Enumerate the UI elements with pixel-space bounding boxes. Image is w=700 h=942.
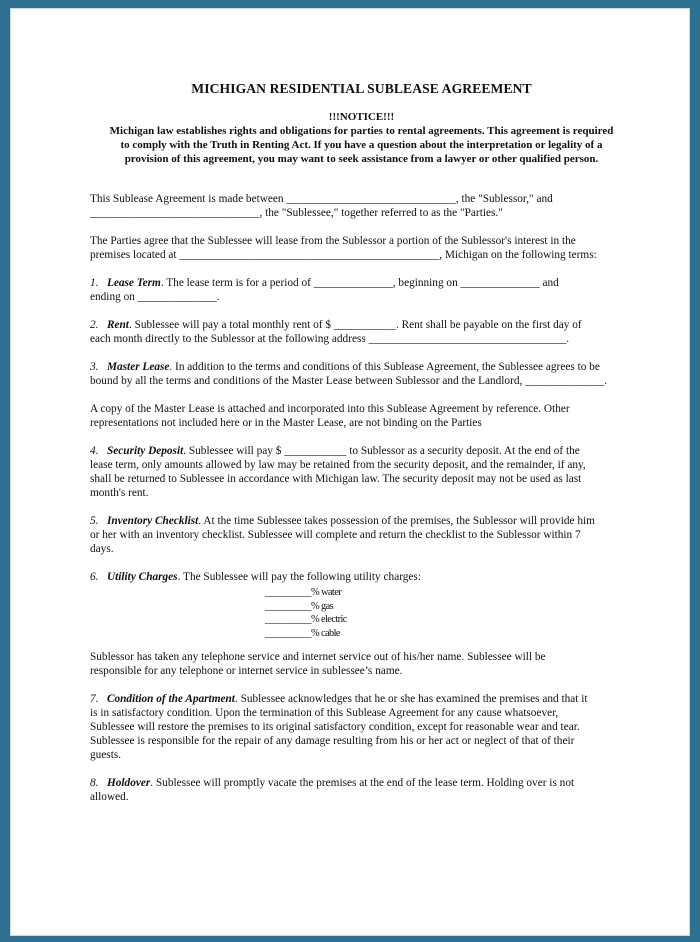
section-number: 4.: [90, 445, 99, 457]
document-page: [10, 8, 690, 936]
notice-line: Michigan law establishes rights and obligations for parties to rental agreements. This agreement is required: [109, 125, 614, 137]
utility-item-water: __________% water: [265, 587, 342, 598]
telephone-paragraph: [90, 650, 633, 678]
section-heading: Rent: [106, 319, 129, 331]
section-security-deposit: [90, 444, 633, 500]
section-line: guests.: [90, 749, 122, 761]
section-heading: Condition of the Apartment: [106, 693, 235, 705]
section-line: Sublessee will restore the premises to its original satisfactory condition, except for reasonable wear and tear.: [90, 721, 580, 733]
section-line: each month directly to the Sublessor at the following address ___________________________________.: [90, 333, 570, 345]
section-heading: Master Lease: [106, 361, 170, 373]
notice-text: [90, 124, 633, 166]
master-lease-copy-paragraph: [90, 402, 633, 430]
section-line: . Sublessee will pay a total monthly rent of $ ___________. Rent shall be payable on the first day of: [128, 319, 582, 331]
utility-item-cable: __________% cable: [265, 627, 340, 639]
section-line: . At the time Sublessee takes possession of the premises, the Sublessor will provide him: [198, 515, 595, 527]
section-line: ending on ______________.: [90, 291, 220, 303]
parties-line: The Parties agree that the Sublessee will lease from the Sublessor a portion of the Sublessor's interest in the: [90, 235, 576, 247]
utility-item-gas: __________% gas: [265, 600, 334, 612]
section-line: bound by all the terms and conditions of the Master Lease between Sublessor and the Landlord, ______________.: [90, 375, 608, 387]
intro-line: This Sublease Agreement is made between ______________________________, the "Sublessor," and: [90, 193, 553, 205]
section-heading: Security Deposit: [106, 445, 184, 457]
document-content: [90, 82, 633, 818]
section-number: 2.: [90, 319, 99, 331]
section-number: 7.: [90, 693, 99, 705]
section-line: Sublessee is responsible for the repair of any damage resulting from his or her act or neglect of that of their: [90, 735, 575, 747]
section-number: 3.: [90, 361, 99, 373]
section-line: . The lease term is for a period of ______________, beginning on ______________ and: [160, 277, 559, 289]
section-line: . Sublessee acknowledges that he or she has examined the premises and that it: [234, 693, 588, 705]
paragraph-line: A copy of the Master Lease is attached and incorporated into this Sublease Agreement by reference. Other: [90, 403, 570, 415]
paragraph-line: representations not included here or in the Master Lease, are not binding on the Parties: [90, 417, 482, 429]
section-line: . Sublessee will pay $ ___________ to Sublessor as a security deposit. At the end of the: [183, 445, 580, 457]
section-line: . Sublessee will promptly vacate the premises at the end of the lease term. Holding over is not: [150, 777, 575, 789]
utility-list: [265, 586, 633, 640]
section-condition: [90, 692, 633, 762]
intro-paragraph: [90, 192, 633, 220]
section-lease-term: [90, 276, 633, 304]
section-line: month's rent.: [90, 487, 149, 499]
section-heading: Holdover: [106, 777, 151, 789]
section-inventory-checklist: [90, 514, 633, 556]
section-master-lease: [90, 360, 633, 388]
section-line: or her with an inventory checklist. Sublessee will complete and return the checklist to the Sublessor within 7: [90, 529, 581, 541]
section-rent: [90, 318, 633, 346]
section-utility-charges: [90, 570, 633, 584]
section-number: 1.: [90, 277, 99, 289]
section-holdover: [90, 776, 633, 804]
document-title: MICHIGAN RESIDENTIAL SUBLEASE AGREEMENT: [191, 81, 532, 96]
section-line: lease term, only amounts allowed by law may be retained from the security deposit, and the remainder, if any,: [90, 459, 586, 471]
section-heading: Inventory Checklist: [106, 515, 199, 527]
paragraph-line: Sublessor has taken any telephone service and internet service out of his/her name. Sublessee will be: [90, 651, 546, 663]
section-number: 5.: [90, 515, 99, 527]
intro-line: ______________________________, the "Sublessee," together referred to as the "Parties.": [90, 207, 503, 219]
section-number: 6.: [90, 571, 99, 583]
section-heading: Utility Charges: [106, 571, 178, 583]
section-line: shall be returned to Sublessee in accordance with Michigan law. The security deposit may not be used as last: [90, 473, 582, 485]
section-line: is in satisfactory condition. Upon the termination of this Sublease Agreement for any cause whatsoever,: [90, 707, 559, 719]
paragraph-line: responsible for any telephone or internet service in sublessee’s name.: [90, 665, 403, 677]
notice-line: provision of this agreement, you may want to seek assistance from a lawyer or other qualified person.: [124, 153, 599, 165]
section-line: days.: [90, 543, 114, 555]
section-line: allowed.: [90, 791, 129, 803]
notice-line: to comply with the Truth in Renting Act. If you have a question about the interpretation or legality of a: [120, 139, 603, 151]
notice-title: !!!NOTICE!!!: [328, 111, 395, 123]
section-line: . The Sublessee will pay the following utility charges:: [177, 571, 421, 583]
parties-paragraph: [90, 234, 633, 262]
utility-item-electric: __________% electric: [265, 614, 347, 625]
parties-line: premises located at ______________________________________________, Michigan on the following terms:: [90, 249, 597, 261]
section-number: 8.: [90, 777, 99, 789]
section-heading: Lease Term: [106, 277, 161, 289]
section-line: . In addition to the terms and conditions of this Sublease Agreement, the Sublessee agrees to be: [169, 361, 600, 373]
